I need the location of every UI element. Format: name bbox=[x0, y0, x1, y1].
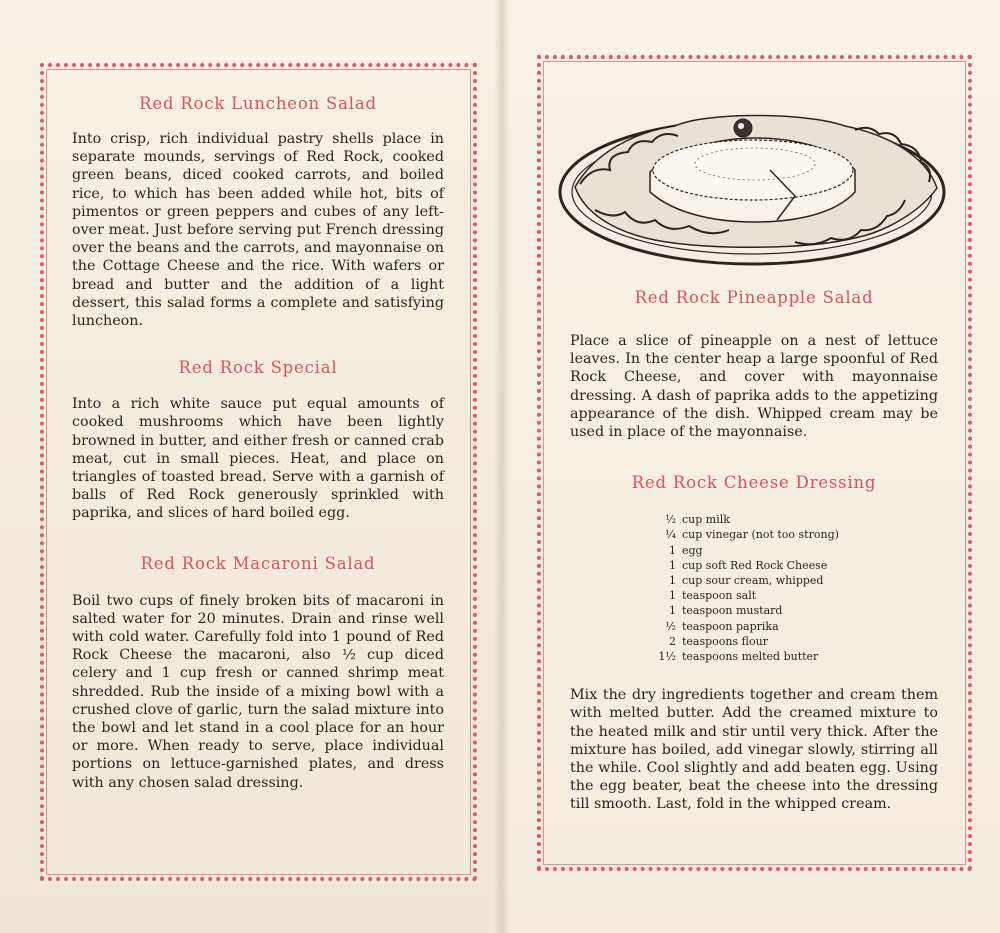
special-body: Into a rich white sauce put equal amounts of cooked mushrooms which have been lightly browned in butter, and either fresh or canned crab meat, cut in small pieces. Heat, and place on triangles of toasted bread. Serve with a garnish of balls of Red Rock generously sprinkled with paprika, and slices of hard boiled egg. bbox=[72, 396, 444, 522]
ingredient-item: 1 egg bbox=[669, 543, 703, 557]
ingredient-item: ¼ cup vinegar (not too strong) bbox=[665, 528, 839, 542]
luncheon-salad-title: Red Rock Luncheon Salad bbox=[139, 94, 377, 113]
macaroni-salad-title: Red Rock Macaroni Salad bbox=[140, 553, 376, 573]
ingredient-item: 1 cup soft Red Rock Cheese bbox=[669, 558, 828, 572]
ingredient-item: 1 cup sour cream, whipped bbox=[669, 574, 824, 588]
ingredient-item: ½ cup milk bbox=[665, 513, 730, 527]
left-column bbox=[72, 88, 444, 792]
ingredient-item: 1 teaspoon salt bbox=[669, 589, 757, 603]
luncheon-salad-body: Into crisp, rich individual pastry shells place in separate mounds, servings of Red Rock, cooked green beans, diced cooked carrots, and boiled rice, to which has been added while hot, bits of pimentos or green peppers and cubes of any left-over meat. Just before serving put French dressing over the beans and the carrots, and mayonnaise on the Cottage Cheese and the rice. With wafers or bread and butter and the addition of a light dessert, this salad forms a complete and satisfying luncheon. bbox=[72, 131, 444, 330]
macaroni-salad-body: Boil two cups of finely broken bits of macaroni in salted water for 20 minutes. Drain and rinse well with cold water. Carefully fold into 1 pound of Red Rock Cheese the macaroni, also ½ cup diced celery and 1 cup fresh or canned shrimp meat shredded. Rub the inside of a mixing bowl with a crushed clove of garlic, turn the salad mixture into the bowl and let stand in a cool place for an hour or more. When ready to serve, place individual portions on lettuce-garnished plates, and dress with any chosen salad dressing. bbox=[72, 592, 444, 791]
center-fold bbox=[494, 0, 510, 933]
special-title: Red Rock Special bbox=[178, 358, 338, 378]
cheese-dressing-body: Mix the dry ingredients together and cream them with melted butter. Add the creamed mixture to the heated milk and stir until very thick. After the mixture has boiled, add vinegar slowly, stirring all the while. Cool slightly and add beaten egg. Using the egg beater, beat the cheese into the dressing till smooth. Last, fold in the whipped cream. bbox=[570, 687, 938, 813]
ingredient-item: 1½ teaspoons melted butter bbox=[658, 650, 819, 664]
ingredient-item: ½ teaspoon paprika bbox=[665, 619, 779, 633]
ingredient-item: 1 teaspoon mustard bbox=[669, 604, 783, 618]
pineapple-salad-plate-illustration bbox=[555, 92, 950, 274]
cheese-dressing-title: Red Rock Cheese Dressing bbox=[631, 473, 877, 493]
ingredient-list bbox=[644, 512, 864, 664]
pineapple-salad-title: Red Rock Pineapple Salad bbox=[634, 288, 874, 307]
ingredient-item: 2 teaspoons flour bbox=[669, 634, 768, 648]
pineapple-salad-body: Place a slice of pineapple on a nest of lettuce leaves. In the center heap a large spoonful of Red Rock Cheese, and cover with mayonnaise dressing. A dash of paprika adds to the appetizing appearance of the dish. Whipped cream may be used in place of the mayonnaise. bbox=[570, 333, 938, 441]
right-column bbox=[570, 288, 938, 814]
